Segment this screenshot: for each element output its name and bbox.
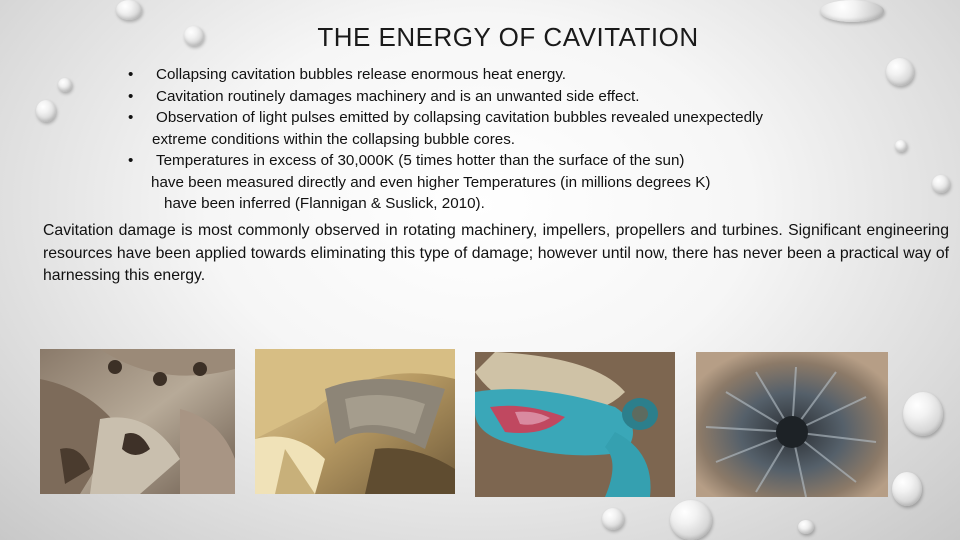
bullet-text-continued: have been inferred (Flannigan & Suslick, 2010). <box>164 195 485 212</box>
bullet-list <box>128 64 908 215</box>
bullet-text-continued: have been measured directly and even higher Temperatures (in millions degrees K) <box>151 173 711 191</box>
bullet-item <box>128 64 908 86</box>
bullet-marker: • <box>128 152 134 169</box>
bullet-marker: • <box>128 66 134 83</box>
bullet-item <box>128 86 908 108</box>
water-droplet-decoration <box>58 78 72 92</box>
bullet-text: Collapsing cavitation bubbles release enormous heat energy. <box>156 66 567 83</box>
bullet-item <box>128 150 908 215</box>
eroded-impeller-blade-photo <box>255 349 455 494</box>
water-droplet-decoration <box>602 508 624 530</box>
water-droplet-decoration <box>903 392 943 436</box>
bullet-item <box>128 107 908 150</box>
water-droplet-decoration <box>36 100 56 122</box>
water-droplet-decoration <box>932 175 950 193</box>
bullet-marker: • <box>128 87 134 105</box>
bullet-text-continued: extreme conditions within the collapsing bubble cores. <box>152 130 516 148</box>
bullet-text: Temperatures in excess of 30,000K (5 times hotter than the surface of the sun) <box>156 152 685 169</box>
damaged-turbine-runner-photo <box>40 349 235 494</box>
bullet-text: Cavitation routinely damages machinery and is an unwanted side effect. <box>156 87 640 105</box>
water-droplet-decoration <box>798 520 814 534</box>
slide-title: THE ENERGY OF CAVITATION <box>317 22 699 52</box>
water-droplet-decoration <box>670 500 712 540</box>
blue-propeller-hub-photo <box>475 352 675 497</box>
water-droplet-decoration <box>892 472 922 506</box>
water-droplet-decoration <box>820 0 884 22</box>
bullet-marker: • <box>128 109 134 126</box>
body-paragraph: Cavitation damage is most commonly observed in rotating machinery, impellers, propellers and turbines. Significant engineering resources have been applied towards eliminating this type of damage; however until now, there has never been a practical way of harnessing this energy. <box>43 222 949 284</box>
water-droplet-decoration <box>116 0 142 20</box>
corroded-impeller-bowl-photo <box>696 352 888 497</box>
bullet-text: Observation of light pulses emitted by collapsing cavitation bubbles revealed unexpectedly <box>156 109 764 126</box>
